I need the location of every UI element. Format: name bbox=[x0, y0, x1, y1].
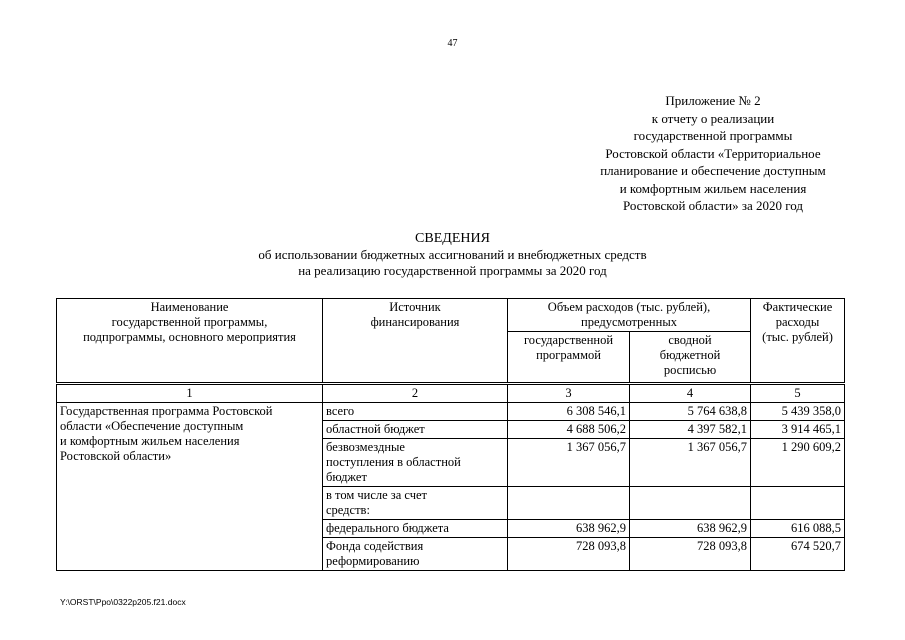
header-source: Источник финансирования bbox=[323, 299, 508, 384]
appendix-block bbox=[565, 92, 861, 215]
source-cell: безвозмездные поступления в областной бюджет bbox=[323, 439, 508, 487]
column-number: 3 bbox=[508, 384, 630, 403]
budget-value: 1 367 056,7 bbox=[630, 439, 751, 487]
actual-value: 616 088,5 bbox=[751, 520, 845, 538]
appendix-line: планирование и обеспечение доступным bbox=[600, 163, 826, 178]
column-number: 5 bbox=[751, 384, 845, 403]
program-value: 4 688 506,2 bbox=[508, 421, 630, 439]
header-budget: сводной бюджетной росписью bbox=[630, 332, 751, 384]
actual-value: 674 520,7 bbox=[751, 538, 845, 571]
column-number: 2 bbox=[323, 384, 508, 403]
program-value: 1 367 056,7 bbox=[508, 439, 630, 487]
actual-value: 3 914 465,1 bbox=[751, 421, 845, 439]
table-row bbox=[57, 403, 845, 421]
appendix-line: Ростовской области» за 2020 год bbox=[622, 198, 804, 213]
budget-value: 638 962,9 bbox=[630, 520, 751, 538]
document-heading bbox=[0, 230, 905, 279]
header-program: государственной программой bbox=[508, 332, 630, 384]
source-cell: Фонда содействия реформированию bbox=[323, 538, 508, 571]
document-subtitle: на реализацию государственной программы за 2020 год bbox=[298, 263, 607, 278]
actual-value: 5 439 358,0 bbox=[751, 403, 845, 421]
program-value: 638 962,9 bbox=[508, 520, 630, 538]
program-name-cell: Государственная программа Ростовской области «Обеспечение доступным и комфортным жильем населения Ростовской области» bbox=[57, 403, 323, 571]
appendix-line: и комфортным жильем населения bbox=[619, 180, 807, 196]
header-volume: Объем расходов (тыс. рублей), предусмотренных bbox=[508, 299, 751, 332]
budget-value: 5 764 638,8 bbox=[630, 403, 751, 421]
expenditure-table bbox=[56, 298, 845, 571]
column-number: 1 bbox=[57, 384, 323, 403]
source-cell: федерального бюджета bbox=[323, 520, 508, 538]
document-subtitle: об использовании бюджетных ассигнований и внебюджетных средств bbox=[258, 247, 647, 262]
appendix-line: Ростовской области «Территориальное bbox=[605, 145, 821, 161]
header-name: Наименование государственной программы, подпрограммы, основного мероприятия bbox=[57, 299, 323, 384]
header-actual: Фактические расходы (тыс. рублей) bbox=[751, 299, 845, 384]
budget-value bbox=[630, 487, 751, 520]
appendix-line: Приложение № 2 bbox=[665, 93, 761, 108]
header-row bbox=[57, 299, 845, 332]
file-path-footer: Y:\ORST\Ppo\0322p205.f21.docx bbox=[60, 597, 186, 607]
budget-value: 4 397 582,1 bbox=[630, 421, 751, 439]
appendix-line: государственной программы bbox=[633, 128, 793, 143]
source-cell: в том числе за счет средств: bbox=[323, 487, 508, 520]
column-number: 4 bbox=[630, 384, 751, 403]
program-value bbox=[508, 487, 630, 520]
column-number-row bbox=[57, 384, 845, 403]
source-cell: всего bbox=[323, 403, 508, 421]
page-number: 47 bbox=[447, 38, 458, 49]
program-value: 6 308 546,1 bbox=[508, 403, 630, 421]
appendix-line: к отчету о реализации bbox=[651, 110, 775, 126]
source-cell: областной бюджет bbox=[323, 421, 508, 439]
program-value: 728 093,8 bbox=[508, 538, 630, 571]
actual-value: 1 290 609,2 bbox=[751, 439, 845, 487]
budget-value: 728 093,8 bbox=[630, 538, 751, 571]
document-title: СВЕДЕНИЯ bbox=[415, 231, 490, 246]
actual-value bbox=[751, 487, 845, 520]
